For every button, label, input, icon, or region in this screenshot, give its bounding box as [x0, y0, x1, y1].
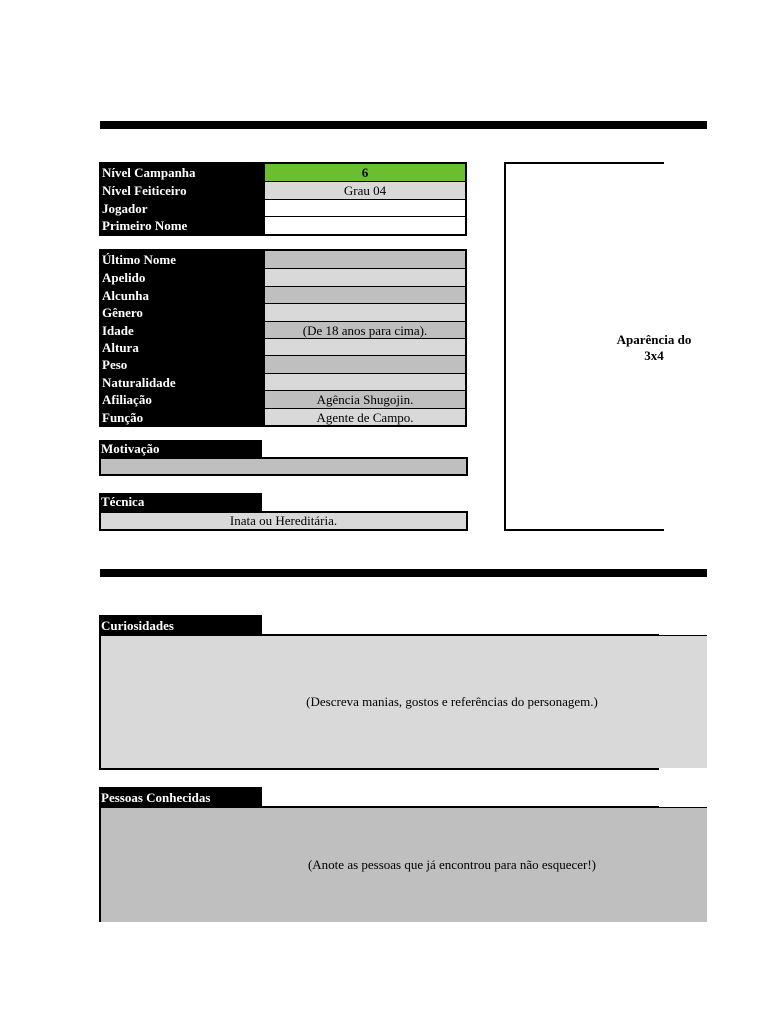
- row-age: [101, 321, 465, 338]
- technique-label: Técnica: [99, 493, 262, 511]
- affiliation-field[interactable]: Agência Shugojin.: [264, 391, 465, 407]
- curiosities-bottom-mask: [659, 768, 709, 771]
- motivation-label: Motivação: [99, 440, 262, 458]
- curiosities-field[interactable]: [99, 634, 707, 770]
- row-sorcerer-level: [101, 181, 465, 198]
- known-people-placeholder: (Anote as pessoas que já encontrou para não esquecer!): [307, 857, 597, 872]
- nickname-field[interactable]: [264, 269, 465, 285]
- label-sorcerer-level: Nível Feiticeiro: [101, 182, 264, 198]
- appearance-caption-line1: Aparência do: [616, 332, 692, 347]
- known-people-field[interactable]: [99, 806, 707, 922]
- row-campaign-level: [101, 164, 465, 181]
- role-field[interactable]: Agente de Campo.: [264, 409, 465, 425]
- last-name-field[interactable]: [264, 251, 465, 268]
- label-first-name: Primeiro Nome: [101, 217, 264, 233]
- height-field[interactable]: [264, 339, 465, 355]
- row-player: [101, 199, 465, 216]
- row-alias: [101, 286, 465, 303]
- top-divider: [100, 121, 707, 129]
- label-nickname: Apelido: [101, 269, 264, 285]
- row-first-name: [101, 216, 465, 233]
- sorcerer-level-field[interactable]: Grau 04: [264, 182, 465, 198]
- curiosities-right-mask: [659, 632, 709, 635]
- details-table: [99, 249, 467, 427]
- appearance-caption-line2: 3x4: [644, 348, 664, 363]
- label-alias: Alcunha: [101, 287, 264, 303]
- row-role: [101, 408, 465, 425]
- player-field[interactable]: [264, 200, 465, 216]
- row-nickname: [101, 268, 465, 285]
- row-weight: [101, 355, 465, 372]
- label-weight: Peso: [101, 356, 264, 372]
- row-height: [101, 338, 465, 355]
- campaign-level-field[interactable]: 6: [264, 164, 465, 181]
- known-people-right-mask: [659, 804, 709, 807]
- appearance-photo-box[interactable]: [504, 162, 692, 531]
- row-gender: [101, 303, 465, 320]
- curiosities-label: Curiosidades: [99, 615, 262, 635]
- label-campaign-level: Nível Campanha: [101, 164, 264, 181]
- first-name-field[interactable]: [264, 217, 465, 233]
- age-field[interactable]: (De 18 anos para cima).: [264, 322, 465, 338]
- label-role: Função: [101, 409, 264, 425]
- middle-divider: [100, 569, 707, 577]
- label-last-name: Último Nome: [101, 251, 264, 268]
- technique-field[interactable]: Inata ou Hereditária.: [99, 511, 468, 531]
- label-player: Jogador: [101, 200, 264, 216]
- known-people-label: Pessoas Conhecidas: [99, 787, 262, 807]
- birthplace-field[interactable]: [264, 374, 465, 390]
- alias-field[interactable]: [264, 287, 465, 303]
- label-height: Altura: [101, 339, 264, 355]
- row-last-name: [101, 251, 465, 268]
- weight-field[interactable]: [264, 356, 465, 372]
- label-gender: Gênero: [101, 304, 264, 320]
- label-age: Idade: [101, 322, 264, 338]
- curiosities-placeholder: (Descreva manias, gostos e referências do personagem.): [306, 694, 598, 709]
- label-birthplace: Naturalidade: [101, 374, 264, 390]
- gender-field[interactable]: [264, 304, 465, 320]
- appearance-photo-caption: [574, 332, 734, 364]
- label-affiliation: Afiliação: [101, 391, 264, 407]
- identity-table: [99, 162, 467, 236]
- row-birthplace: [101, 373, 465, 390]
- row-affiliation: [101, 390, 465, 407]
- motivation-field[interactable]: [99, 457, 468, 476]
